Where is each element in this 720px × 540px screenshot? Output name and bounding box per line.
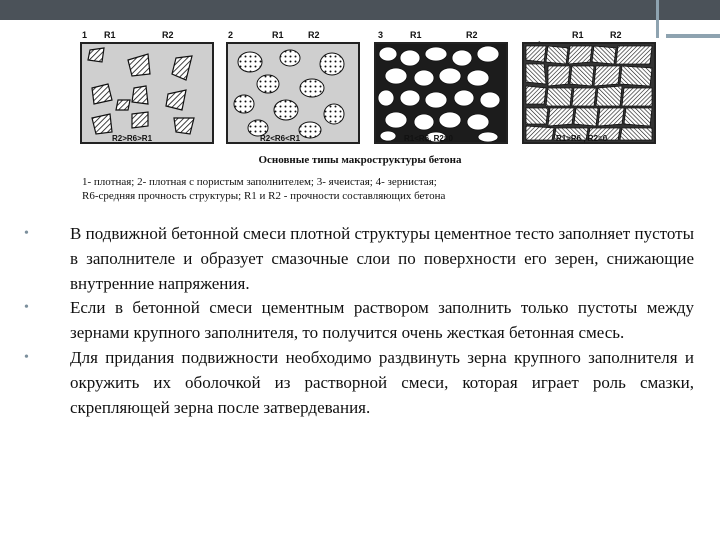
panel-3-formula: R1<R6, R2=0 — [404, 134, 453, 143]
panel-3-r1: R1 — [410, 30, 422, 40]
bullet-text: В подвижной бетонной смеси плотной структуры цементное тесто заполняет пустоты в заполнителе и образует смазочные слои по поверхности его зерен, снижающие внутренние напряжения. — [70, 224, 694, 293]
granular-structure-illustration — [524, 44, 654, 142]
panel-2-formula: R2<R6<R1 — [260, 134, 301, 143]
bullet-marker-icon: • — [24, 300, 29, 316]
panel-2-number: 2 — [228, 30, 234, 40]
bullet-list — [22, 222, 694, 420]
panel-2-porous-aggregate — [226, 42, 360, 144]
accent-line-vertical — [656, 0, 659, 38]
panel-1-dense — [80, 42, 214, 144]
top-bar — [0, 0, 720, 20]
bullet-item — [22, 222, 694, 296]
bullet-item — [22, 296, 694, 346]
panel-2-r1: R1 — [272, 30, 284, 40]
panel-3-number: 3 — [378, 30, 384, 40]
panel-1-number: 1 — [82, 30, 88, 40]
accent-line-horizontal — [666, 34, 720, 38]
macrostructure-figure — [70, 30, 650, 206]
porous-grains-illustration — [228, 44, 358, 142]
panel-4-r1: R1 — [572, 30, 584, 40]
bullet-marker-icon: • — [24, 226, 29, 241]
panel-1-r2: R2 — [162, 30, 174, 40]
panel-1-r1: R1 — [104, 30, 116, 40]
panel-4-formula: R1>R6 , R2=0 — [556, 134, 608, 143]
bullet-marker-icon: • — [24, 349, 29, 365]
panel-4-granular — [522, 42, 656, 144]
figure-caption-title: Основные типы макроструктуры бетона — [258, 154, 462, 166]
cellular-structure-illustration — [376, 44, 506, 142]
panel-3-cellular — [374, 42, 508, 144]
hatched-grains-illustration — [82, 44, 212, 142]
panel-1-formula: R2>R6>R1 — [112, 134, 153, 143]
bullet-item — [22, 346, 694, 420]
panel-3-r2: R2 — [466, 30, 478, 40]
bullet-text: Если в бетонной смеси цементным раствором заполнить только пустоты между зернами крупного заполнителя, то получится очень жесткая бетонная смесь. — [70, 298, 694, 343]
panel-4-r2: R2 — [610, 30, 622, 40]
figure-caption-line-2: R6-средняя прочность структуры; R1 и R2 - прочности составляющих бетона — [82, 190, 446, 202]
panel-2-r2: R2 — [308, 30, 320, 40]
figure-caption-line-1: 1- плотная; 2- плотная с пористым заполнителем; 3- ячеистая; 4- зернистая; — [82, 176, 437, 188]
bullet-text: Для придания подвижности необходимо раздвинуть зерна крупного заполнителя и окружить их оболочкой из растворной смеси, которая играет роль смазки, скрепляющей зерна после затвердевания. — [70, 347, 694, 417]
